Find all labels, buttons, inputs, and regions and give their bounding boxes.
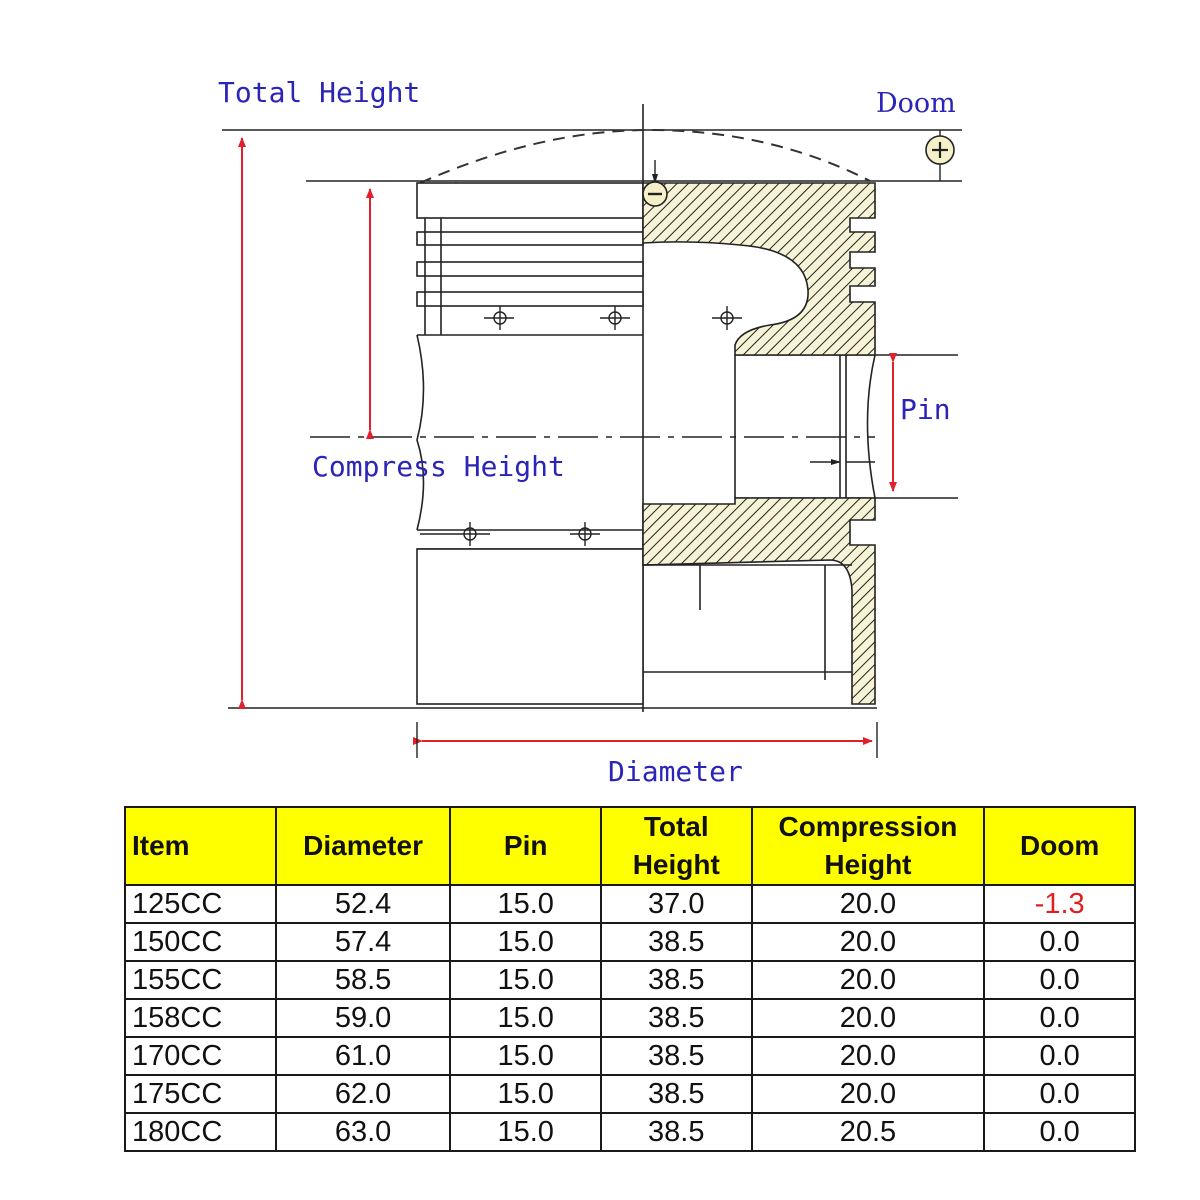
doom-label: Doom: [876, 88, 956, 119]
table-header-row: [125, 807, 1135, 885]
total-height-label: Total Height: [218, 76, 421, 109]
cell-diameter: 58.5: [276, 961, 451, 999]
cell-compression-height: 20.0: [752, 1075, 985, 1113]
cell-doom: 0.0: [984, 923, 1135, 961]
cell-compression-height: 20.0: [752, 1037, 985, 1075]
cell-total-height: 38.5: [601, 923, 752, 961]
header-item: Item: [125, 807, 276, 885]
cell-doom: -1.3: [984, 885, 1135, 923]
cell-doom: 0.0: [984, 1075, 1135, 1113]
diameter-label: Diameter: [608, 755, 743, 788]
cell-pin: 15.0: [450, 961, 600, 999]
piston-spec-table: [124, 806, 1136, 1152]
cell-diameter: 52.4: [276, 885, 451, 923]
cell-item: 170CC: [125, 1037, 276, 1075]
cell-compression-height: 20.0: [752, 961, 985, 999]
pin-label: Pin: [900, 393, 951, 426]
cell-total-height: 38.5: [601, 999, 752, 1037]
cell-pin: 15.0: [450, 923, 600, 961]
compress-height-label: Compress Height: [312, 450, 565, 483]
table-row: [125, 1037, 1135, 1075]
cell-total-height: 38.5: [601, 1037, 752, 1075]
cell-diameter: 59.0: [276, 999, 451, 1037]
cell-pin: 15.0: [450, 1113, 600, 1151]
table-row: [125, 999, 1135, 1037]
cell-pin: 15.0: [450, 1037, 600, 1075]
cell-item: 158CC: [125, 999, 276, 1037]
cell-item: 125CC: [125, 885, 276, 923]
table-row: [125, 1113, 1135, 1151]
table-row: [125, 1075, 1135, 1113]
cell-compression-height: 20.0: [752, 999, 985, 1037]
cell-item: 180CC: [125, 1113, 276, 1151]
header-total-height: Total Height: [601, 807, 752, 885]
cell-diameter: 61.0: [276, 1037, 451, 1075]
cell-diameter: 63.0: [276, 1113, 451, 1151]
header-diameter: Diameter: [276, 807, 451, 885]
cell-doom: 0.0: [984, 999, 1135, 1037]
cell-pin: 15.0: [450, 999, 600, 1037]
cell-doom: 0.0: [984, 1113, 1135, 1151]
header-pin: Pin: [450, 807, 600, 885]
cell-diameter: 57.4: [276, 923, 451, 961]
cell-total-height: 38.5: [601, 961, 752, 999]
dome-plus-icon: [926, 130, 954, 181]
cell-doom: 0.0: [984, 961, 1135, 999]
cell-item: 175CC: [125, 1075, 276, 1113]
table-row: [125, 961, 1135, 999]
header-doom: Doom: [984, 807, 1135, 885]
table-row: [125, 923, 1135, 961]
cell-compression-height: 20.0: [752, 923, 985, 961]
table-row: [125, 885, 1135, 923]
cell-pin: 15.0: [450, 885, 600, 923]
cell-pin: 15.0: [450, 1075, 600, 1113]
cell-doom: 0.0: [984, 1037, 1135, 1075]
cell-total-height: 37.0: [601, 885, 752, 923]
cell-total-height: 38.5: [601, 1075, 752, 1113]
cell-compression-height: 20.5: [752, 1113, 985, 1151]
cell-total-height: 38.5: [601, 1113, 752, 1151]
cell-diameter: 62.0: [276, 1075, 451, 1113]
cell-compression-height: 20.0: [752, 885, 985, 923]
cell-item: 150CC: [125, 923, 276, 961]
cell-item: 155CC: [125, 961, 276, 999]
header-compression-height: Compression Height: [752, 807, 985, 885]
